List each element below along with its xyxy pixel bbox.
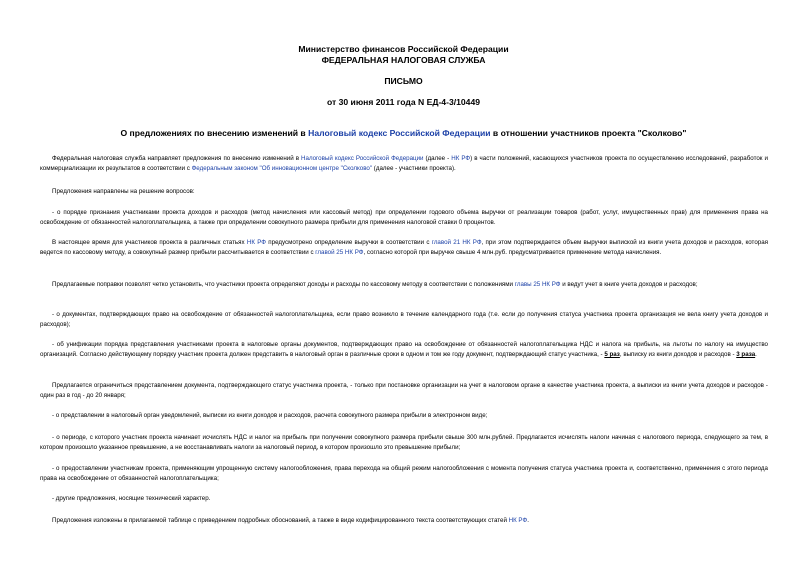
doc-date-number: от 30 июня 2011 года N ЕД-4-3/10449 [326, 97, 481, 107]
paragraph-3: - о порядке признания участниками проекта доходов и расходов (метод начисления или кассовый метод) при определении годового объема выручки от реализации товаров (работ, услуг, имущественных прав) для применения права на освобождение от обязанностей налогоплательщика, а также при определении совокупного размера прибыли для применения налоговой ставки 0 процентов. [40, 209, 768, 226]
paragraph-8: Предлагается ограничиться представлением документа, подтверждающего статус участника проекта, - только при постановке организации на учет в налоговом органе в качестве участника проекта, а выписки из книги учета доходов и расходов - один раз в год - до 20 января; [40, 382, 768, 399]
paragraph-7: - об унификации порядка представления участниками проекта в налоговые органы документов, подтверждающих право на освобождение от обязанностей налогоплательщика НДС и налога на прибыль, на льготы по налогу на имущество организаций. Согласно действующему порядку участник проекта должен представить в налоговый орган в различные сроки в одном и том же году документ, подтверждающий статус участника, - 5 раз, выписку из книги доходов и расходов - 3 раза. [40, 341, 768, 358]
service-name: ФЕДЕРАЛЬНАЯ НАЛОГОВАЯ СЛУЖБА [321, 55, 486, 65]
chapter-25-link[interactable]: главой 25 НК РФ [315, 248, 364, 256]
ministry-name: Министерство финансов Российской Федерации [298, 44, 509, 54]
federal-law-link[interactable]: Федеральным законом "Об инновационном центре "Сколково" [191, 164, 373, 172]
chapter-25-link-2[interactable]: главы 25 НК РФ [514, 281, 561, 288]
chapter-21-link[interactable]: главой 21 НК РФ [431, 239, 482, 246]
paragraph-11: - о предоставлении участникам проекта, применяющим упрощенную систему налогообложения, права перехода на общий режим налогообложения с момента получения статуса участника проекта и, соответственно, применения с этого периода права на освобождение от обязанностей налогоплательщика; [40, 465, 768, 482]
three-times: 3 раза [736, 350, 756, 358]
five-times: 5 раз [604, 350, 620, 358]
paragraph-10: - о периоде, с которого участник проекта начинает исчислять НДС и налог на прибыль при получении совокупного размера прибыли свыше 300 млн.рублей. Предлагается исчислять налоги начиная с налогового периода, следующего за тем, в котором произошло указанное превышение, а не восстанавливать налоги за налоговый период, в котором произошло это превышение прибыли; [40, 434, 768, 451]
nk-rf-link-2[interactable]: НК РФ [246, 239, 266, 246]
paragraph-6: - о документах, подтверждающих право на освобождение от обязанностей налогоплательщика, если право возникло в течение календарного года (т.е. если до получения статуса участника проекта организация не вела книгу учета доходов и расходов); [40, 311, 768, 328]
nk-rf-link-3[interactable]: НК РФ [508, 517, 528, 524]
doc-type: ПИСЬМО [384, 76, 423, 86]
paragraph-2: Предложения направлены на решение вопросов: [52, 188, 195, 195]
nk-rf-link[interactable]: НК РФ [451, 155, 471, 162]
paragraph-1: Федеральная налоговая служба направляет предложения по внесению изменений в Налоговый кодекс Российской Федерации (далее - НК РФ) в части положений, касающихся участников проекта по осуществлению исследований, разработок и коммерциализации их результатов в соответствии с Федеральным законом "Об инновационном центре "Сколково" (далее - участники проекта). [40, 155, 768, 172]
paragraph-9: - о представлении в налоговый орган уведомлений, выписки из книги доходов и расходов, расчета совокупного размера прибыли в электронном виде; [52, 412, 488, 419]
tax-code-link-2[interactable]: Налоговый кодекс Российской Федерации [301, 155, 424, 162]
paragraph-13: Предложения изложены в прилагаемой таблице с приведением подробных обоснований, а также в виде кодифицированного текста соответствующих статей НК РФ. [52, 517, 529, 524]
paragraph-12: - другие предложения, носящие технический характер. [52, 495, 211, 502]
doc-title: О предложениях по внесению изменений в Налоговый кодекс Российской Федерации в отношении участников проекта "Сколково" [120, 128, 687, 138]
paragraph-4: В настоящее время для участников проекта в различных статьях НК РФ предусмотрено определение выручки в соответствии с главой 21 НК РФ, при этом подтверждается объем выручки выпиской из книги учета доходов и расходов, которая ведется по кассовому методу, а совокупный размер прибыли рассчитывается в соответствии с главой 25 НК РФ, согласно которой при выручке свыше 4 млн.руб. предусматривается применение метода начисления. [40, 239, 768, 256]
tax-code-link[interactable]: Налоговый кодекс Российской Федерации [308, 128, 491, 138]
paragraph-5: Предлагаемые поправки позволят четко установить, что участники проекта определяют доходы и расходы по кассовому методу в соответствии с положениями главы 25 НК РФ и ведут учет в книге учета доходов и расходов; [52, 281, 698, 288]
